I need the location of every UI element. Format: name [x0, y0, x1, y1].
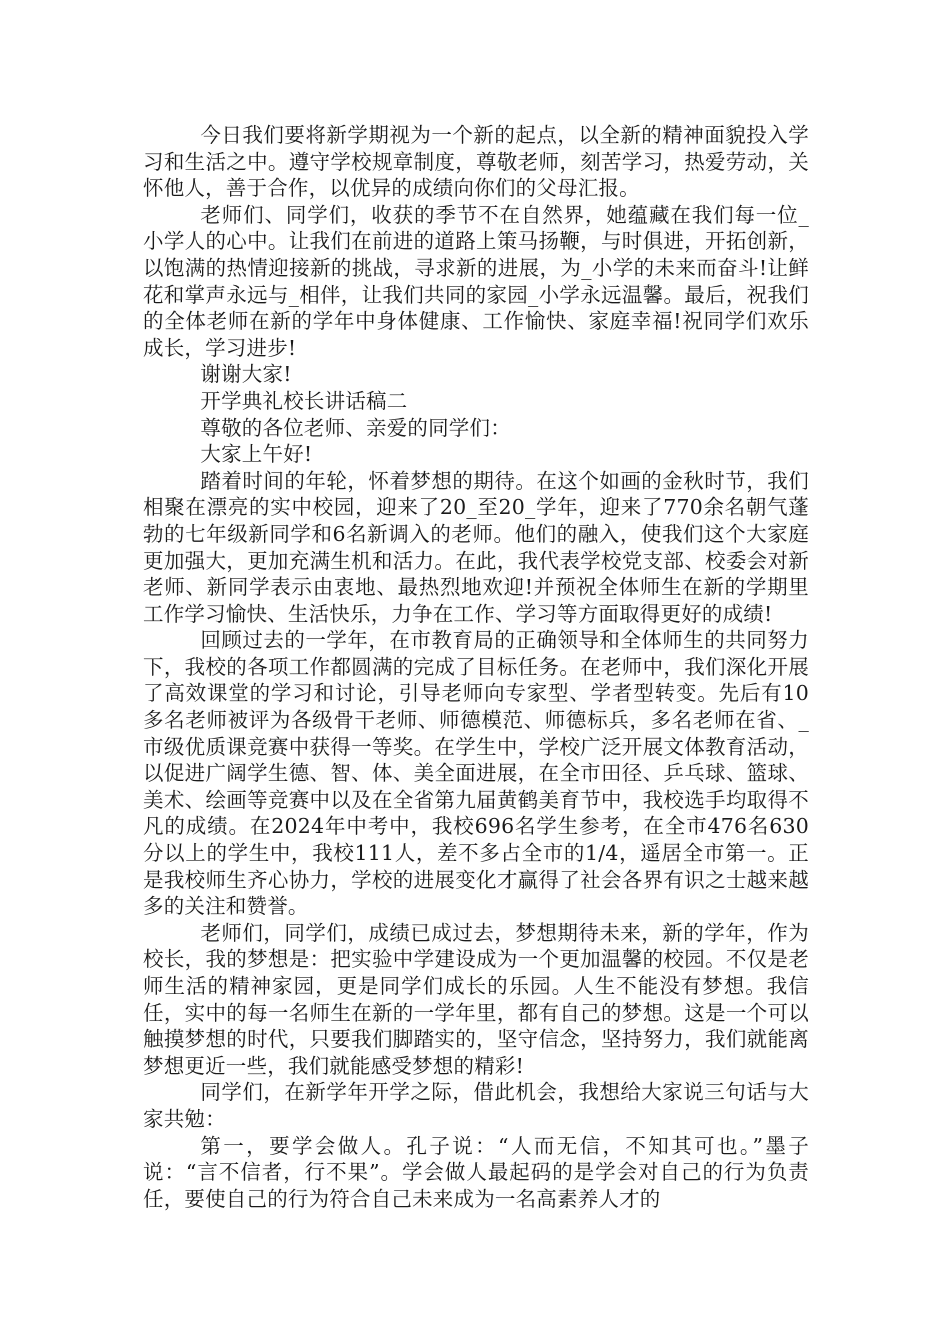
- salutation: 尊敬的各位老师、亲爱的同学们：: [200, 415, 511, 440]
- paragraph: 同学们，在新学年开学之际，借此机会，我想给大家说三句话与大家共勉：: [143, 1080, 809, 1131]
- paragraph: 回顾过去的一学年，在市教育局的正确领导和全体师生的共同努力下，我校的各项工作都圆满的完成了目标任务。在老师中，我们深化开展了高效课堂的学习和讨论，引导老师向专家型、学者型转变。先后有10多名老师被评为各级骨干老师、师德模范、师德标兵，多名老师在省、_市级优质课竞赛中获得一等奖。在学生中，学校广泛开展文体教育活动，以促进广阔学生德、智、体、美全面进展，在全市田径、乒乓球、篮球、美术、绘画等竞赛中以及在全省第九届黄鹤美育节中，我校选手均取得不凡的成绩。在2024年中考中，我校696名学生参考，在全市476名630分以上的学生中，我校111人，差不多占全市的1/4，遥居全市第一。正是我校师生齐心协力，学校的进展变化才赢得了社会各界有识之士越来越多的关注和赞誉。: [143, 628, 809, 919]
- paragraph: 老师们，同学们，成绩已成过去，梦想期待未来，新的学年，作为校长，我的梦想是：把实验中学建设成为一个更加温馨的校园。不仅是老师生活的精神家园，更是同学们成长的乐园。人生不能没有梦想。我信任，实中的每一名师生在新的一学年里，都有自己的梦想。这是一个可以触摸梦想的时代，只要我们脚踏实的，坚守信念，坚持努力，我们就能离梦想更近一些，我们就能感受梦想的精彩!: [143, 920, 809, 1078]
- paragraph: 今日我们要将新学期视为一个新的起点，以全新的精神面貌投入学习和生活之中。遵守学校规章制度，尊敬老师，刻苦学习，热爱劳动，关怀他人，善于合作，以优异的成绩向你们的父母汇报。: [143, 123, 809, 201]
- section-heading: 开学典礼校长讲话稿二: [200, 388, 408, 413]
- greeting: 大家上午好!: [200, 442, 313, 467]
- document-body: [143, 122, 809, 1212]
- paragraph: 踏着时间的年轮，怀着梦想的期待。在这个如画的金秋时节，我们相聚在漂亮的实中校园，迎来了20_至20_学年，迎来了770余名朝气蓬勃的七年级新同学和6名新调入的老师。他们的融入，使我们这个大家庭更加强大，更加充满生机和活力。在此，我代表学校党支部、校委会对新老师、新同学表示由衷地、最热烈地欢迎!并预祝全体师生在新的学期里工作学习愉快、生活快乐，力争在工作、学习等方面取得更好的成绩!: [143, 468, 809, 626]
- paragraph: 谢谢大家!: [200, 362, 292, 387]
- paragraph: 老师们、同学们，收获的季节不在自然界，她蕴藏在我们每一位_小学人的心中。让我们在前进的道路上策马扬鞭，与时俱进，开拓创新，以饱满的热情迎接新的挑战，寻求新的进展，为_小学的未来而奋斗!让鲜花和掌声永远与_相伴，让我们共同的家园_小学永远温馨。最后，祝我们的全体老师在新的学年中身体健康、工作愉快、家庭幸福!祝同学们欢乐成长，学习进步!: [143, 202, 809, 360]
- paragraph: 第一，要学会做人。孔子说：“人而无信，不知其可也。”墨子说：“言不信者，行不果”。学会做人最起码的是学会对自己的行为负责任，要使自己的行为符合自己未来成为一名高素养人才的: [143, 1133, 809, 1211]
